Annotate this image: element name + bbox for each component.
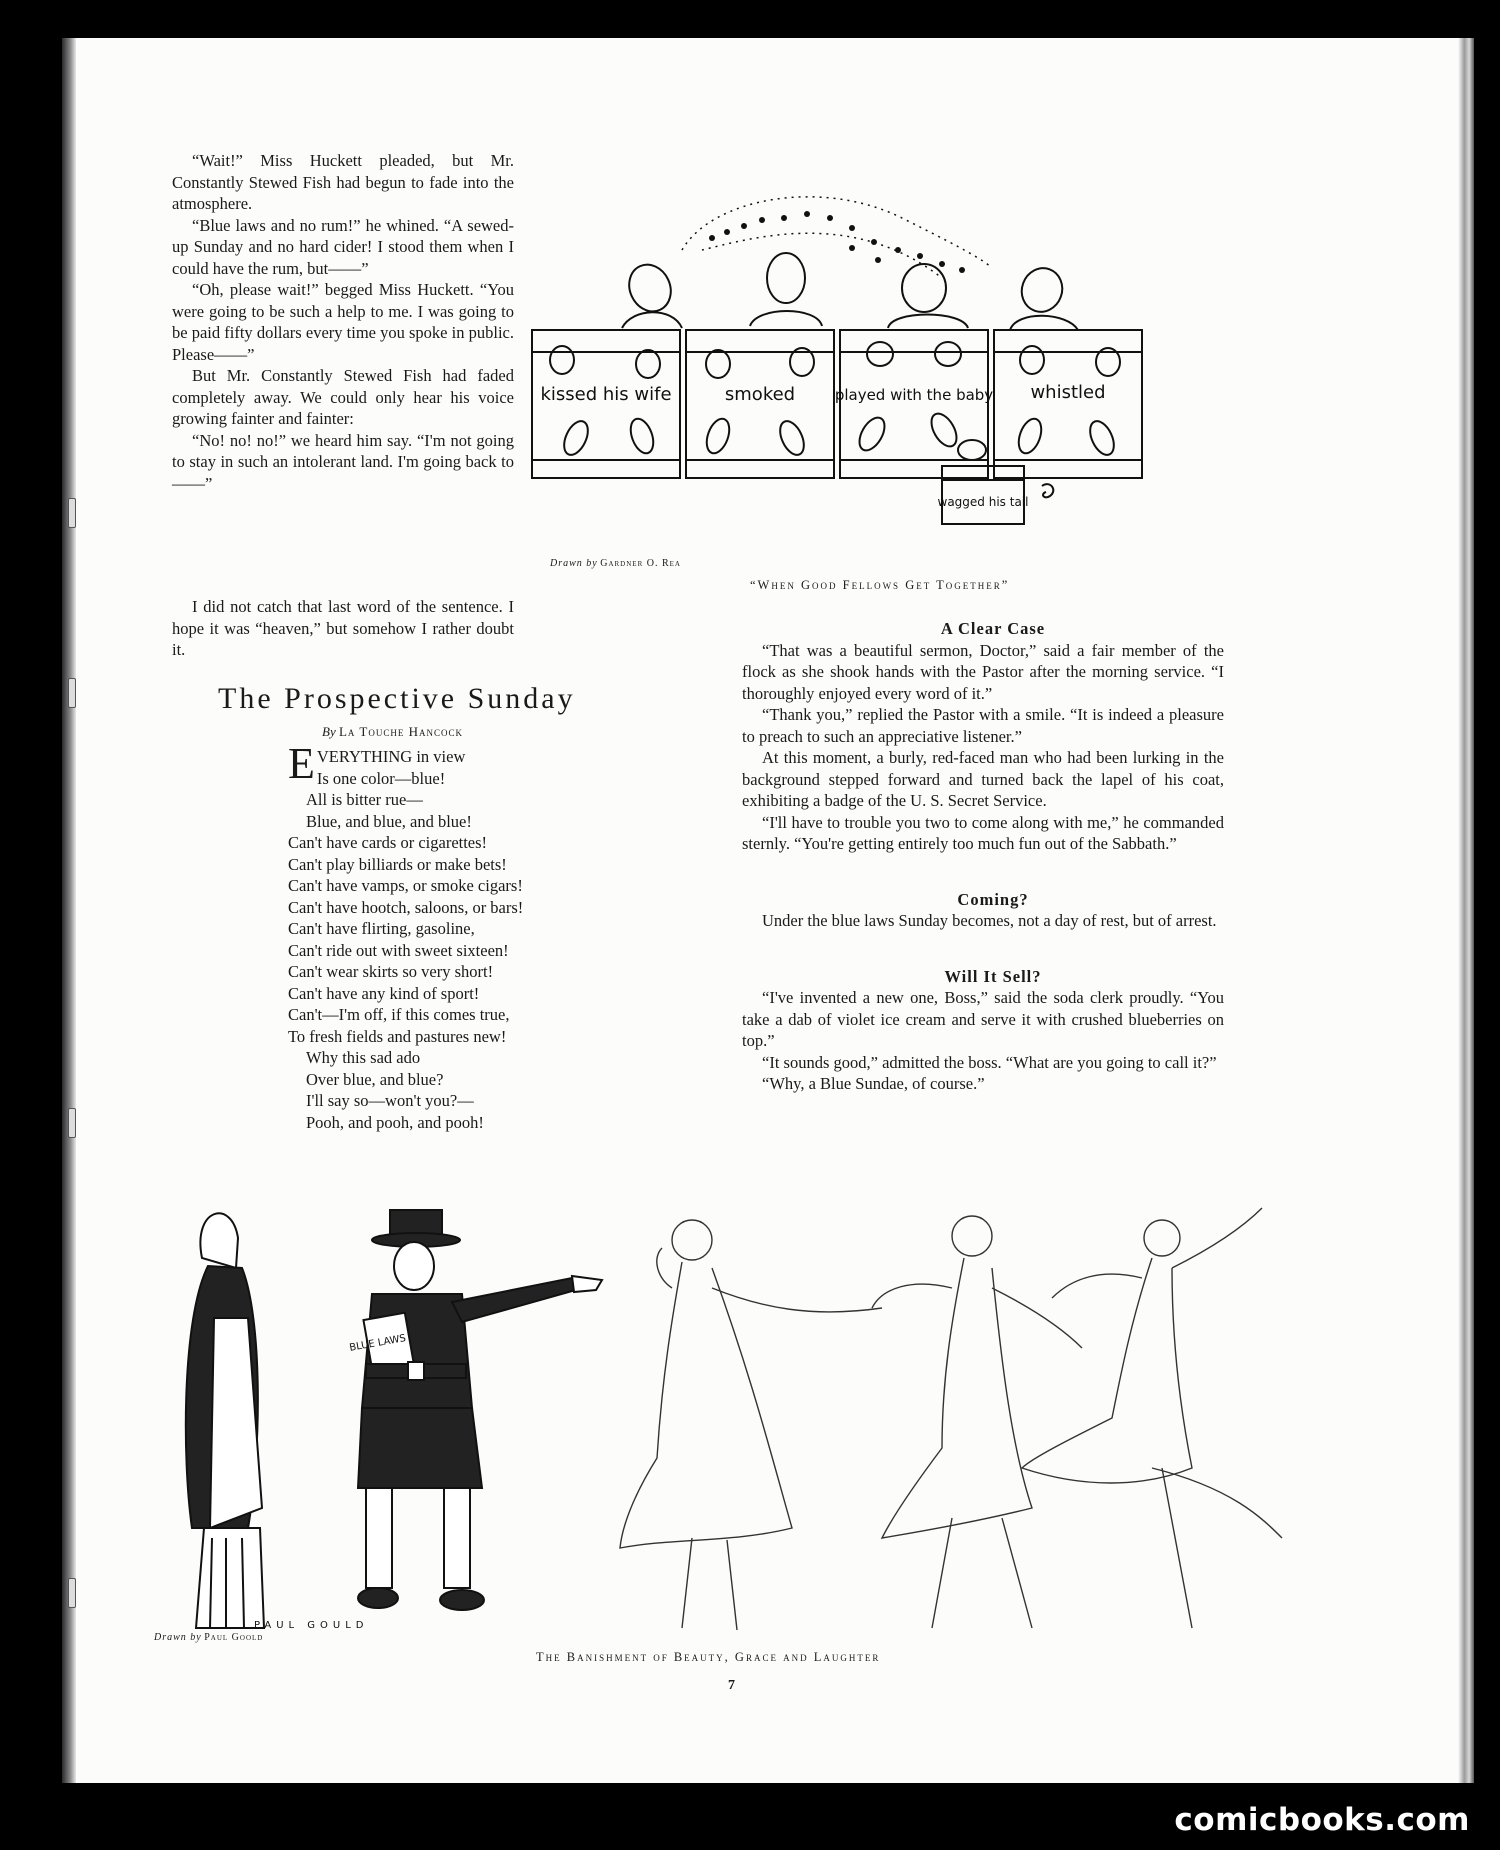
poem-line: Can't wear skirts so very short! [288,962,494,981]
artist-signature: PAUL GOULD [254,1620,369,1631]
poem-body [288,739,588,1133]
poem-line: Pooh, and pooh, and pooh! [306,1112,484,1132]
illustrator-credit: Drawn by Gardner O. Rea [550,558,681,569]
poem-line: Blue, and blue, and blue! [306,811,472,831]
paragraph: “I've invented a new one, Boss,” said the soda clerk proudly. “You take a dab of violet ice cream and serve it with crushed blueberries on top.” [742,988,1224,1050]
joke-heading: A Clear Case [940,619,1046,638]
poem-line: Can't—I'm off, if this comes true, [288,1005,510,1024]
story-column-right [742,618,1224,1095]
paragraph: “Oh, please wait!” begged Miss Huckett. “You were going to be such a help to me. I was going to be paid fifty dollars every time you spoke in public. Please——” [172,280,514,364]
poem-line: All is bitter rue— [306,790,423,809]
paragraph: “Why, a Blue Sundae, of course.” [762,1074,985,1093]
poem-line: Can't have any kind of sport! [288,983,480,1003]
good-fellows-cartoon [522,138,1162,538]
binding-stitch [68,1108,76,1138]
joke-heading: Coming? [957,889,1029,909]
panel-label: smoked [724,384,796,405]
page-number: 7 [728,1678,735,1693]
joke-heading: Will It Sell? [944,966,1042,986]
binding-stitch [68,498,76,528]
paragraph: “Thank you,” replied the Pastor with a smile. “It is indeed a pleasure to preach to such an appreciative listener.” [742,705,1224,746]
magazine-page [62,38,1474,1783]
paragraph: Under the blue laws Sunday becomes, not a day of rest, but of arrest. [762,911,1217,930]
paragraph: “That was a beautiful sermon, Doctor,” said a fair member of the flock as she shook hands with the Pastor after the morning service. “I thoroughly enjoyed every word of it.” [742,640,1224,703]
poem-line: Is one color—blue! [316,768,446,788]
panel-label: whistled [1030,382,1106,403]
cartoon-caption: “When Good Fellows Get Together” [750,578,1010,592]
story-column-left [172,150,514,494]
watermark: comicbooks.com [1174,1802,1470,1838]
binding-stitch [68,678,76,708]
poem-line: Can't ride out with sweet sixteen! [288,940,509,960]
page-edge [1458,38,1474,1783]
paragraph: “Wait!” Miss Huckett pleaded, but Mr. Constantly Stewed Fish had begun to fade into the atmosphere. [172,151,514,213]
paragraph: “I'll have to trouble you two to come along with me,” he commanded sternly. “You're getting entirely too much fun out of the Sabbath.” [742,812,1224,853]
paragraph: I did not catch that last word of the sentence. I hope it was “heaven,” but somehow I rather doubt it. [172,597,514,659]
poem-title: The Prospective Sunday [218,682,576,715]
paragraph: But Mr. Constantly Stewed Fish had faded completely away. We could only hear his voice growing fainter and fainter: [172,366,514,428]
panel-label: played with the baby [834,386,994,404]
paragraph: “Blue laws and no rum!” he whined. “A sewed-up Sunday and no hard cider! I stood them when I could have the rum, but——” [172,215,514,278]
binding-gutter [62,38,76,1783]
illustrator-credit: Drawn by Paul Goold [154,1632,264,1643]
poem-line: Over blue, and blue? [306,1069,444,1089]
book-label: BLUE LAWS [348,1333,407,1354]
poem-line: Can't have vamps, or smoke cigars! [288,876,523,895]
binding-stitch [68,1578,76,1608]
poem-line: Can't play billiards or make bets! [288,854,507,874]
banishment-illustration [152,1198,1382,1638]
poem-line: To fresh fields and pastures new! [288,1026,507,1046]
paragraph: “It sounds good,” admitted the boss. “What are you going to call it?” [762,1052,1217,1072]
poem-line: I'll say so—won't you?— [306,1091,474,1110]
paragraph: “No! no! no!” we heard him say. “I'm not going to stay in such an intolerant land. I'm going back to——” [172,430,514,493]
poem-line: VERYTHING in view [316,747,466,766]
poem-line: Why this sad ado [306,1048,421,1067]
illustration-caption: The Banishment of Beauty, Grace and Laughter [536,1650,881,1664]
story-ending [172,596,514,661]
poem-byline: By La Touche Hancock [322,724,464,739]
poem-line: Can't have flirting, gasoline, [288,919,475,938]
poem-line: Can't have hootch, saloons, or bars! [288,897,524,917]
drop-cap: E [288,739,315,788]
paragraph: At this moment, a burly, red-faced man who had been lurking in the background stepped forward and turned back the lapel of his coat, exhibiting a badge of the U. S. Secret Service. [742,748,1224,810]
panel-label: kissed his wife [540,384,672,405]
dog-panel-label: wagged his tail [937,495,1029,509]
poem-line: Can't have cards or cigarettes! [288,833,488,852]
